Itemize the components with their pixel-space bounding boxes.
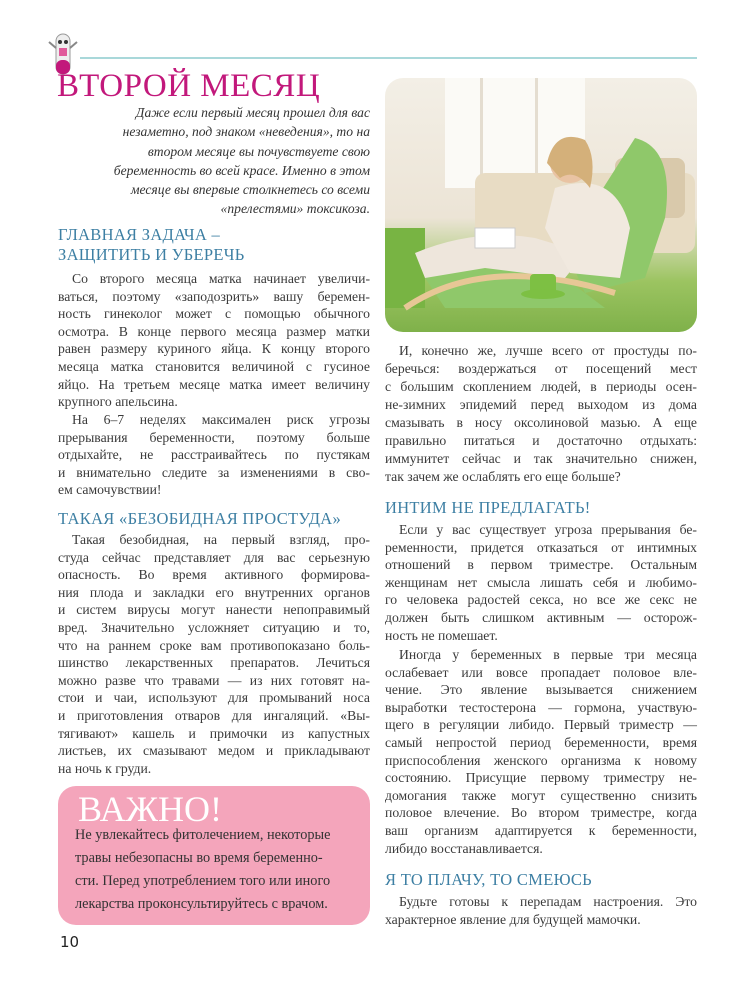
- text-line: ния плода и закладки его внутренних органов: [58, 584, 370, 600]
- text-line: ем самочувствии!: [58, 482, 162, 498]
- paragraph: [58, 531, 370, 777]
- heading-mood: Я ТО ПЛАЧУ, ТО СМЕЮСЬ: [385, 870, 592, 889]
- heading-cold: ТАКАЯ «БЕЗОБИДНАЯ ПРОСТУДА»: [58, 509, 342, 528]
- text-line: и приготовления отваров для ингаляций. «Вы-: [58, 707, 370, 723]
- intro-text: [58, 103, 370, 219]
- text-line: яйцо. На третьем месяце матка имеет величину: [58, 376, 370, 392]
- text-line: сти. Перед употреблением того или иного: [75, 873, 331, 889]
- paragraph: [58, 411, 370, 499]
- paragraph: [385, 646, 697, 857]
- text-line: смазывать в носу оксолиновой мазью. А еще: [385, 415, 697, 430]
- text-line: отношений в первом триместре. Остальным: [385, 557, 697, 573]
- page-title: ВТОРОЙ МЕСЯЦ: [57, 68, 321, 104]
- text-line: травы небезопасны во время беременно-: [75, 850, 323, 866]
- header-rule: [80, 57, 697, 59]
- text-line: втором месяце вы почувствуете свою: [147, 143, 370, 159]
- text-line: с большим скоплением людей, в периоды осен-: [385, 379, 697, 394]
- text-line: ослабевает или вовсе пропадает половое вле-: [385, 664, 697, 680]
- text-line: ременности, придется отказаться от интимных: [385, 539, 697, 555]
- text-line: должен быть слишком активным — осторож-: [385, 609, 697, 625]
- text-line: Со второго месяца матка начинает увеличи-: [72, 271, 370, 286]
- important-text: [75, 824, 360, 916]
- text-line: студа сейчас представляет для вас серьезную: [58, 549, 370, 565]
- text-line: ность не помешает.: [385, 627, 498, 643]
- text-line: иммунитет сейчас и так значительно снижен,: [385, 451, 697, 466]
- text-line: Даже если первый месяц прошел для вас: [135, 105, 370, 120]
- text-line: правильно питаться и достаточно отдыхать:: [385, 433, 697, 448]
- text-line: характерное явление для будущей мамочки.: [385, 911, 641, 927]
- text-line: лекарства проконсультируйтесь с врачом.: [75, 896, 328, 912]
- text-line: женщинам нет смысла лишать себя и любимо-: [385, 574, 697, 590]
- important-title: ВАЖНО!: [78, 789, 222, 829]
- text-line: щего в регуляции либидо. Первый триместр —: [385, 717, 697, 733]
- paragraph: [385, 342, 697, 486]
- text-line: ность гинеколог может с помощью обычного: [58, 306, 370, 322]
- text-line: чение. Это явление вызывается снижением: [385, 682, 697, 698]
- text-line: крупного апельсина.: [58, 394, 178, 410]
- text-line: так зачем же ослаблять его еще больше?: [385, 469, 621, 484]
- text-line: беременность во всей красе. Именно в этом: [113, 162, 370, 178]
- paragraph: [385, 893, 697, 928]
- text-line: Будьте готовы к перепадам настроения. Это: [399, 894, 697, 909]
- text-line: можно разве что травами — из них готовят на-: [58, 672, 370, 688]
- text-line: и внимательно следите за изменениями в сво-: [58, 464, 370, 480]
- photo-woman-reading-in-chair: [385, 78, 697, 332]
- text-line: беречься: воздержаться от посещений мест: [385, 361, 697, 376]
- text-line: отдыхайте, не расстраивайтесь по пустякам: [58, 447, 370, 463]
- text-line: выработки тестостерона — гормона, участвую-: [385, 699, 697, 715]
- text-line: вред. Значительно усложняет ситуацию и то,: [58, 619, 370, 635]
- text-line: домогания также могут существенно снизить: [385, 787, 697, 803]
- heading-line: ГЛАВНАЯ ЗАДАЧА –: [58, 225, 221, 244]
- text-line: шинство лекарственных препаратов. Лечиться: [58, 655, 370, 671]
- text-line: незаметно, под знаком «неведения», то на: [122, 124, 370, 140]
- text-line: что на раннем сроке вам противопоказано боль-: [58, 637, 370, 653]
- page-number: 10: [60, 933, 80, 951]
- text-line: осмотра. В конце первого месяца размер матки: [58, 323, 370, 339]
- text-line: листьев, их смазывают медом и прикладывают: [58, 743, 370, 759]
- text-line: На 6–7 неделях максимален риск угрозы: [72, 412, 370, 427]
- text-line: прерывания беременности, поэтому больше: [58, 429, 370, 445]
- text-line: не-зимних эпидемий перед выходом из дома: [385, 397, 697, 412]
- text-line: ваться, поэтому «заподозрить» вашу беремен-: [58, 288, 370, 304]
- text-line: Такая безобидная, на первый взгляд, про-: [72, 532, 370, 547]
- text-line: И, конечно же, лучше всего от простуды по-: [399, 343, 697, 358]
- text-line: опасность. Во время активного формирова-: [58, 567, 370, 583]
- text-line: стои и чаи, используют для промываний носа: [58, 690, 370, 706]
- text-line: приспособления женского организма к новому: [385, 752, 697, 768]
- text-line: тягивают» кашель и примочки из капустных: [58, 725, 370, 741]
- text-line: на ночь к груди.: [58, 760, 152, 776]
- heading-main-task: [58, 225, 245, 265]
- text-line: Иногда у беременных в первые три месяца: [399, 647, 697, 662]
- text-line: равен размеру куриного яйца. К концу второго: [58, 341, 370, 357]
- text-line: ваш организм адаптируется к беременности,: [385, 822, 697, 838]
- text-line: месяце вы впервые столкнетесь со всеми: [130, 182, 370, 198]
- text-line: Не увлекайтесь фитолечением, некоторые: [75, 827, 331, 843]
- text-line: либидо восстанавливается.: [385, 840, 543, 856]
- text-line: и систем вирусы могут нанести непоправимый: [58, 602, 370, 618]
- text-line: месяца матка становится величиной с гусиное: [58, 358, 370, 374]
- important-box: [58, 786, 370, 925]
- text-line: половое влечение. Во втором триместре, когда: [385, 805, 697, 821]
- text-line: самый непростой период беременности, время: [385, 734, 697, 750]
- text-line: «прелестями» токсикоза.: [220, 201, 370, 217]
- text-line: го человека радостей секса, но все же секс не: [385, 592, 697, 608]
- paragraph: [385, 521, 697, 644]
- heading-line: ЗАЩИТИТЬ И УБЕРЕЧЬ: [58, 245, 245, 264]
- text-line: состоянию. Присущие первому триместру не-: [385, 770, 697, 786]
- heading-intimacy: ИНТИМ НЕ ПРЕДЛАГАТЬ!: [385, 498, 591, 517]
- text-line: Если у вас существует угроза прерывания бе-: [399, 522, 697, 537]
- paragraph: [58, 270, 370, 411]
